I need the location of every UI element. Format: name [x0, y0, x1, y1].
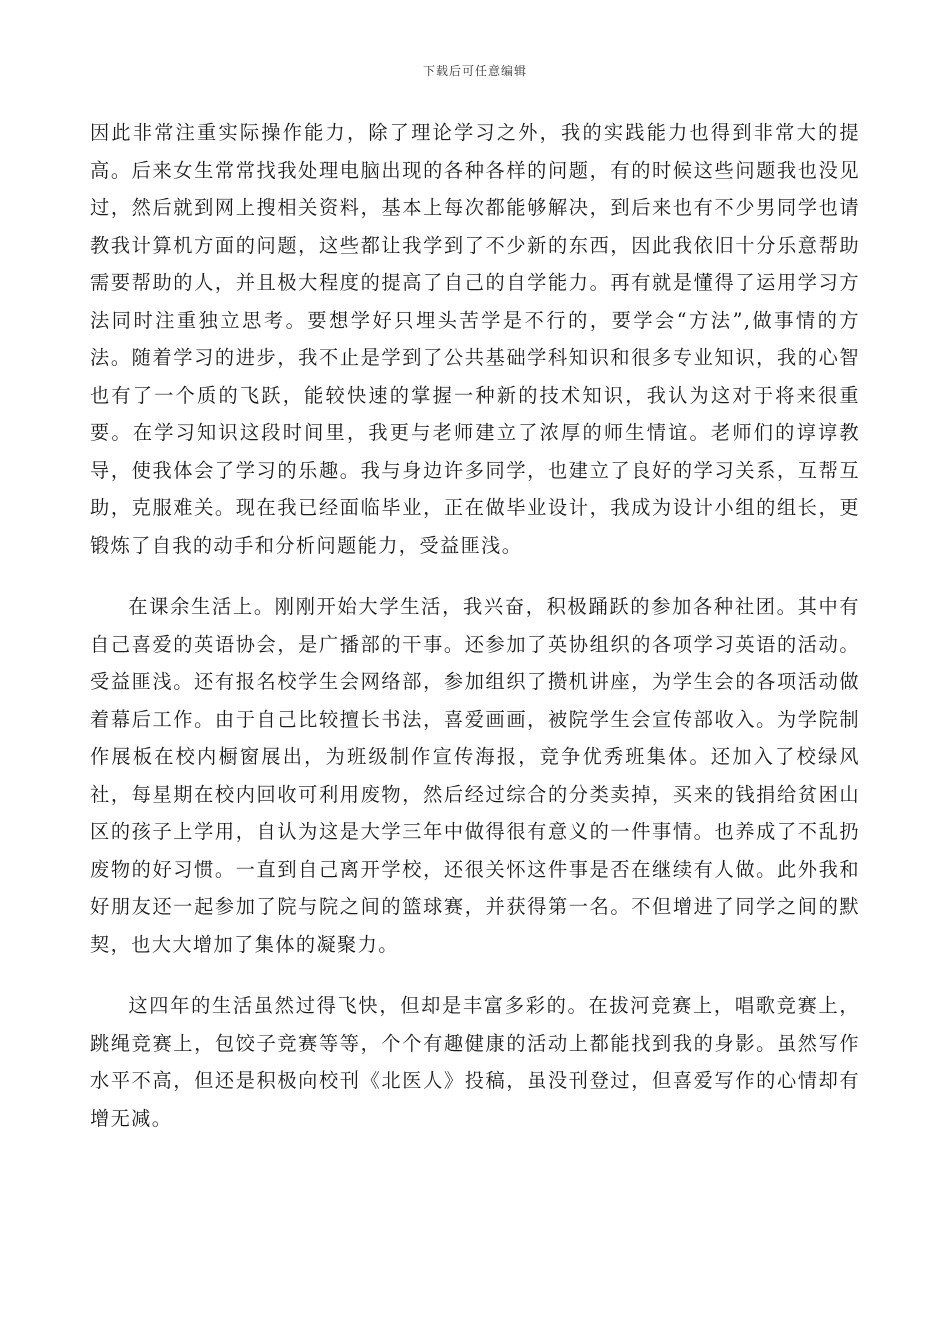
document-body — [90, 114, 860, 1161]
paragraph-extracurricular: 在课余生活上。刚刚开始大学生活，我兴奋，积极踊跃的参加各种社团。其中有自己喜爱的英语协会，是广播部的干事。还参加了英协组织的各项学习英语的活动。受益匪浅。还有报名校学生会网络部，参加组织了攒机讲座，为学生会的各项活动做着幕后工作。由于自己比较擅长书法，喜爱画画，被院学生会宣传部收入。为学院制作展板在校内橱窗展出，为班级制作宣传海报，竞争优秀班集体。还加入了校绿风社，每星期在校内回收可利用废物，然后经过综合的分类卖掉，买来的钱捐给贫困山区的孩子上学用，自认为这是大学三年中做得很有意义的一件事情。也养成了不乱扔废物的好习惯。一直到自己离开学校，还很关怀这件事是否在继续有人做。此外我和好朋友还一起参加了院与院之间的篮球赛，并获得第一名。不但增进了同学之间的默契，也大大增加了集体的凝聚力。 — [90, 595, 860, 956]
paragraph-four-years: 这四年的生活虽然过得飞快，但却是丰富多彩的。在拔河竞赛上，唱歌竞赛上，跳绳竞赛上，包饺子竞赛等等，个个有趣健康的活动上都能找到我的身影。虽然写作水平不高，但还是积极向校刊《北医人》投稿，虽没刊登过，但喜爱写作的心情却有增无减。 — [90, 994, 860, 1130]
paragraph-study: 因此非常注重实际操作能力，除了理论学习之外，我的实践能力也得到非常大的提高。后来女生常常找我处理电脑出现的各种各样的问题，有的时候这些问题我也没见过，然后就到网上搜相关资料，基本上每次都能够解决，到后来也有不少男同学也请教我计算机方面的问题，这些都让我学到了不少新的东西，因此我依旧十分乐意帮助需要帮助的人，并且极大程度的提高了自己的自学能力。再有就是懂得了运用学习方法同时注重独立思考。要想学好只埋头苦学是不行的，要学会“方法”,做事情的方法。随着学习的进步，我不止是学到了公共基础学科知识和很多专业知识，我的心智也有了一个质的飞跃，能较快速的掌握一种新的技术知识，我认为这对于将来很重要。在学习知识这段时间里，我更与老师建立了浓厚的师生情谊。老师们的谆谆教导，使我体会了学习的乐趣。我与身边许多同学，也建立了良好的学习关系，互帮互助，克服难关。现在我已经面临毕业，正在做毕业设计，我成为设计小组的组长，更锻炼了自我的动手和分析问题能力，受益匪浅。 — [90, 121, 860, 557]
page-header: 下载后可任意编辑 — [422, 64, 527, 78]
